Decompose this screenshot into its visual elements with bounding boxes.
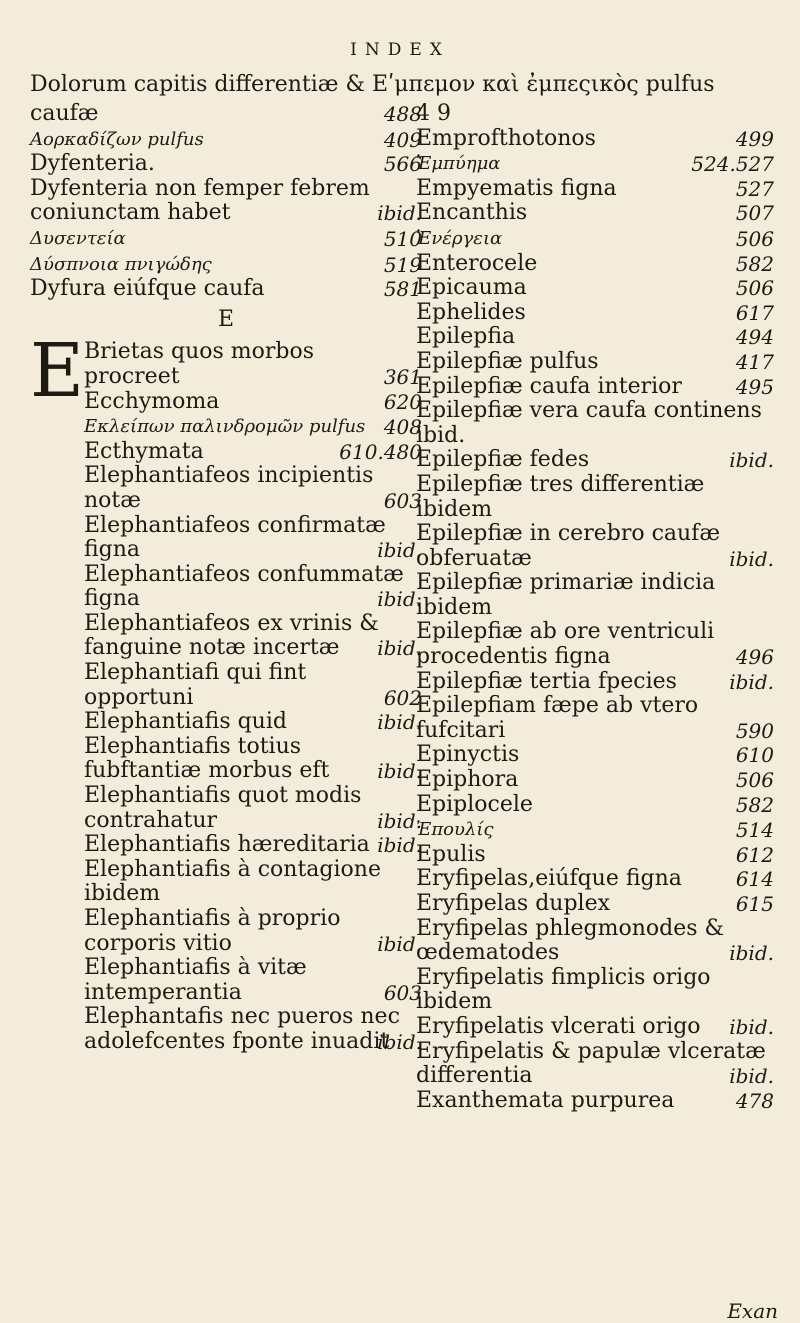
entry-page-number: 361 bbox=[383, 364, 422, 389]
index-entry bbox=[416, 892, 774, 917]
entry-page-number: ibid. bbox=[377, 587, 422, 612]
index-entry bbox=[84, 710, 422, 735]
right-entries bbox=[416, 102, 774, 1113]
index-entry bbox=[84, 390, 422, 415]
entry-page-number: 510 bbox=[383, 226, 422, 251]
entry-term: Ecthymata bbox=[84, 438, 204, 464]
index-entry bbox=[84, 563, 422, 612]
entry-page-number: ibid. bbox=[729, 941, 774, 966]
index-entry bbox=[416, 966, 774, 1015]
index-entry bbox=[416, 151, 774, 177]
right-column bbox=[416, 102, 774, 1113]
entry-page-number: 495 bbox=[735, 374, 774, 399]
entry-term: Epilepfiæ primariæ indicia ibidem bbox=[416, 570, 716, 620]
index-entry bbox=[84, 1005, 422, 1054]
index-entry bbox=[84, 612, 422, 661]
catchword: Exan bbox=[727, 1299, 778, 1323]
entry-term: Enterocele bbox=[416, 250, 538, 276]
entry-page-number: ibid. bbox=[729, 1064, 774, 1089]
entry-term: Eryfipelas phlegmonodes & œdematodes bbox=[416, 915, 725, 966]
entry-page-number: 566 bbox=[383, 152, 422, 177]
entry-page-number: ibid. bbox=[729, 448, 774, 473]
entry-term: Epilepfiæ in cerebro caufæ obferuatæ bbox=[416, 521, 721, 571]
entry-term: Dyfura eiúfque caufa bbox=[30, 276, 265, 302]
index-entry bbox=[416, 424, 774, 449]
index-entry bbox=[84, 858, 422, 907]
left-column bbox=[30, 102, 422, 1055]
index-entry bbox=[416, 448, 774, 473]
entry-term: Elephantiafis à contagione ibidem bbox=[84, 856, 381, 907]
entry-term: Epilepfiæ ab ore ventriculi procedentis figna bbox=[416, 619, 715, 670]
entry-page-number: 610.480 bbox=[339, 439, 422, 464]
entry-term: Epulis bbox=[416, 841, 486, 867]
index-entry bbox=[416, 127, 774, 152]
index-entry bbox=[416, 670, 774, 695]
index-entry bbox=[416, 620, 774, 669]
entry-term: Encanthis bbox=[416, 200, 528, 226]
index-entry bbox=[416, 252, 774, 277]
entry-term: caufæ bbox=[30, 101, 99, 126]
entry-page-number: ibid. bbox=[377, 538, 422, 563]
section-letter-heading: E bbox=[217, 306, 235, 332]
index-entry bbox=[30, 102, 422, 127]
entry-page-number: 620 bbox=[383, 389, 422, 414]
index-entry bbox=[416, 1015, 774, 1040]
entry-term: Epilepfiæ vera caufa continens bbox=[416, 398, 762, 424]
index-entry bbox=[416, 102, 774, 127]
entry-term: Αορκαδίζων pulfus bbox=[30, 128, 204, 150]
entry-page-number: 602 bbox=[383, 685, 422, 710]
entry-term: ibid. bbox=[416, 422, 466, 448]
index-entry bbox=[416, 177, 774, 202]
entry-page-number: 409 bbox=[383, 127, 422, 152]
entry-term: Ephelides bbox=[416, 299, 526, 325]
entry-term: Epiphora bbox=[416, 767, 519, 793]
entry-term: Elephantiafis totius fubftantiæ morbus eft bbox=[84, 733, 330, 784]
entry-page-number: 590 bbox=[735, 718, 774, 743]
entry-term: Epinyctis bbox=[416, 742, 520, 768]
entry-term: Elephantiafeos confirmatæ figna bbox=[84, 512, 386, 563]
entry-term: Emprofthotonos bbox=[416, 125, 596, 151]
index-entry bbox=[84, 907, 422, 956]
index-entry bbox=[30, 226, 422, 252]
index-entry bbox=[30, 127, 422, 153]
entry-term: Epilepfiæ caufa interior bbox=[416, 373, 682, 399]
entry-term: Εκλείπων παλινδρομῶν pulfus bbox=[84, 416, 366, 438]
running-head: INDEX bbox=[350, 40, 450, 60]
entry-term: Empyematis figna bbox=[416, 175, 617, 201]
index-entry bbox=[84, 956, 422, 1005]
entry-term: Eryfipelatis vlcerati origo bbox=[416, 1013, 701, 1039]
entry-page-number: ibid. bbox=[729, 669, 774, 694]
index-entry bbox=[84, 784, 422, 833]
index-entry bbox=[416, 1040, 774, 1089]
entry-term: Elephantiafis hæreditaria bbox=[84, 832, 370, 858]
entry-term: Epilepfiam fæpe ab vtero fufcitari bbox=[416, 693, 699, 743]
index-entry bbox=[416, 743, 774, 768]
entry-term: Eryfipelatis fimplicis origo ibidem bbox=[416, 964, 711, 1015]
entry-term: 4 9 bbox=[416, 101, 451, 126]
entry-term: Ecchymoma bbox=[84, 388, 220, 414]
entry-term: Ἐνέργεια bbox=[416, 227, 503, 249]
entry-page-number: 582 bbox=[735, 251, 774, 276]
entry-term: Epicauma bbox=[416, 275, 527, 301]
entry-term: Exanthemata purpurea bbox=[416, 1087, 675, 1113]
entry-term: Epilepfiæ pulfus bbox=[416, 348, 599, 374]
entry-page-number: ibid. bbox=[729, 546, 774, 571]
entry-term: Epilepfia bbox=[416, 324, 516, 350]
entry-page-number: 610 bbox=[735, 743, 774, 768]
entry-page-number: ibid. bbox=[377, 808, 422, 833]
index-entry bbox=[84, 833, 422, 858]
index-entry bbox=[30, 177, 422, 226]
entry-term: Elephantiafeos ex vrinis & fanguine notæ incertæ bbox=[84, 610, 379, 661]
entry-term: Dyfenteria non femper febrem coniunctam habet bbox=[30, 175, 370, 226]
entry-term: Elephantiafi qui fint opportuni bbox=[84, 660, 307, 710]
entry-page-number: 603 bbox=[383, 980, 422, 1005]
entry-term: Dyfenteria. bbox=[30, 151, 155, 177]
index-entry bbox=[416, 325, 774, 350]
entry-page-number: 506 bbox=[735, 768, 774, 793]
entry-term: Ἐμπύημα bbox=[416, 153, 501, 175]
entry-page-number: ibid. bbox=[377, 931, 422, 956]
entry-term: Epilepfiæ tres differentiæ ibidem bbox=[416, 471, 705, 522]
index-entry bbox=[84, 735, 422, 784]
entry-page-number: 612 bbox=[735, 842, 774, 867]
entry-term: Elephantiafeos incipientis notæ bbox=[84, 463, 374, 513]
entry-page-number: 527 bbox=[735, 176, 774, 201]
entry-page-number: 417 bbox=[735, 349, 774, 374]
entry-term: Elephantiafeos confummatæ figna bbox=[84, 561, 404, 612]
index-entry bbox=[416, 843, 774, 868]
index-entry bbox=[30, 152, 422, 177]
entry-term: Epilepfiæ fedes bbox=[416, 447, 590, 473]
entry-term: Elephantafis nec pueros nec adolefcentes fponte inuadit bbox=[84, 1004, 400, 1054]
entry-page-number: 615 bbox=[735, 892, 774, 916]
index-entry bbox=[416, 399, 774, 424]
index-entry bbox=[416, 375, 774, 400]
entry-page-number: 614 bbox=[735, 867, 774, 892]
entry-page-number: 617 bbox=[735, 300, 774, 325]
index-entry bbox=[30, 277, 422, 302]
entry-page-number: ibid. bbox=[377, 636, 422, 661]
entry-term: Brietas quos morbos procreet bbox=[84, 339, 315, 389]
entry-page-number: ibid. bbox=[377, 759, 422, 784]
index-entry bbox=[30, 252, 422, 278]
entry-page-number: 488 bbox=[383, 102, 422, 126]
entry-page-number: ibid. bbox=[377, 833, 422, 858]
entry-term: Elephantiafis à proprio corporis vitio bbox=[84, 906, 341, 956]
entry-page-number: ibid. bbox=[377, 201, 422, 226]
entry-page-number: 506 bbox=[735, 276, 774, 301]
entry-page-number: 408 bbox=[383, 415, 422, 440]
entry-term: Δυσεντεία bbox=[30, 227, 126, 249]
index-entry bbox=[416, 201, 774, 226]
index-entry bbox=[416, 817, 774, 843]
entry-page-number: 514 bbox=[735, 818, 774, 843]
entry-term: Epiplocele bbox=[416, 791, 533, 817]
entry-page-number: ibid. bbox=[377, 1029, 422, 1054]
entry-page-number: 603 bbox=[383, 488, 422, 513]
index-entry bbox=[84, 464, 422, 513]
entry-page-number: 499 bbox=[735, 126, 774, 151]
entry-page-number: 524.527 bbox=[691, 152, 774, 177]
index-entry bbox=[84, 514, 422, 563]
index-entry bbox=[416, 768, 774, 793]
index-entry bbox=[416, 793, 774, 818]
entry-term: Ἐπουλίς bbox=[416, 819, 494, 841]
left-entries-d bbox=[30, 102, 422, 302]
entry-term: Δύσπνοια πνιγώδης bbox=[30, 253, 212, 275]
index-entry bbox=[416, 226, 774, 252]
index-entry bbox=[84, 440, 422, 465]
entry-term: Elephantiafis quid bbox=[84, 709, 287, 735]
index-entry bbox=[416, 1089, 774, 1114]
index-entry bbox=[416, 694, 774, 743]
entry-term: Elephantiafis quot modis contrahatur bbox=[84, 783, 362, 833]
entry-page-number: ibid. bbox=[377, 710, 422, 735]
entry-page-number: 496 bbox=[735, 645, 774, 670]
entry-term: Eryfipelas duplex bbox=[416, 891, 611, 916]
left-entries-e bbox=[84, 340, 422, 1054]
entry-page-number: 519 bbox=[383, 252, 422, 277]
entry-page-number: 494 bbox=[735, 325, 774, 350]
dropcap-letter: E bbox=[30, 328, 85, 415]
top-line-entry: Dolorum capitis differentiæ & Eʹμπεμον καὶ ἐμπεςικὸς pulfus bbox=[30, 72, 715, 97]
entry-page-number: 507 bbox=[735, 201, 774, 226]
index-entry bbox=[416, 917, 774, 966]
index-entry bbox=[84, 661, 422, 710]
entry-page-number: 478 bbox=[735, 1088, 774, 1113]
entry-page-number: 581 bbox=[383, 277, 422, 302]
index-entry bbox=[416, 571, 774, 620]
entry-term: Epilepfiæ tertia fpecies bbox=[416, 668, 677, 694]
index-entry bbox=[416, 276, 774, 301]
dropcap-block bbox=[30, 328, 422, 1054]
index-entry bbox=[416, 301, 774, 326]
entry-page-number: 506 bbox=[735, 226, 774, 251]
entry-term: Eryfipelatis & papulæ vlceratæ differentia bbox=[416, 1038, 766, 1089]
index-entry bbox=[416, 522, 774, 571]
entry-page-number: ibid. bbox=[729, 1014, 774, 1039]
index-entry bbox=[416, 473, 774, 522]
entry-term: Elephantiafis à vitæ intemperantia bbox=[84, 955, 307, 1005]
index-entry bbox=[416, 867, 774, 892]
entry-page-number: 582 bbox=[735, 792, 774, 817]
index-entry bbox=[84, 340, 422, 389]
index-entry bbox=[416, 350, 774, 375]
entry-term: Eryfipelas,eiúfque figna bbox=[416, 866, 682, 892]
index-entry bbox=[84, 414, 422, 440]
